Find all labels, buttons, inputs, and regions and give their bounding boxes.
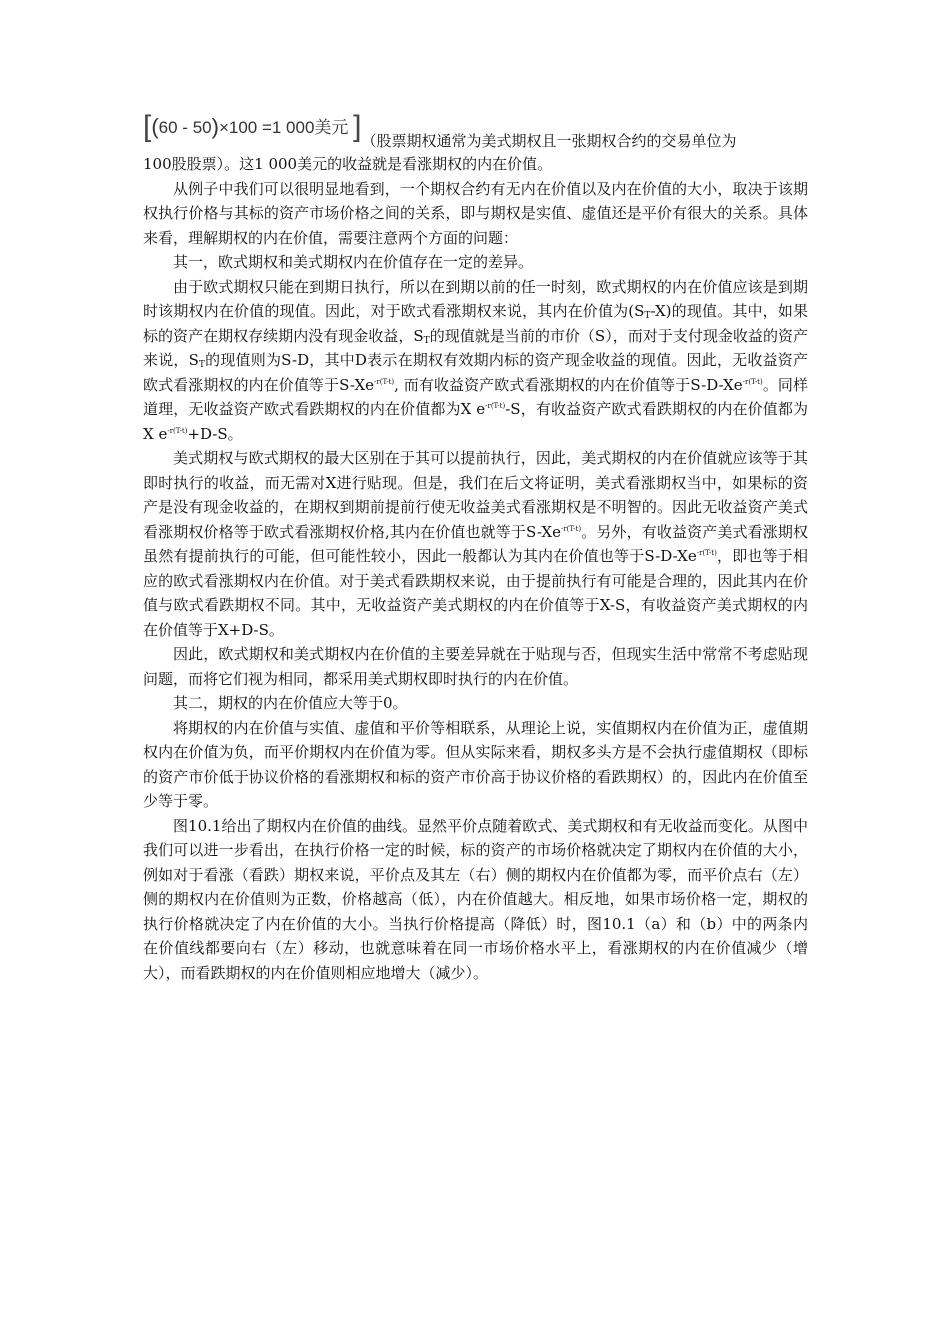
- paragraph-1: 从例子中我们可以很明显地看到，一个期权合约有无内在价值以及内在价值的大小，取决于该期权执行价格与其标的资产市场价格之间的关系，即与期权是实值、虚值还是平价有很大的关系。具体来看，理解期权的内在价值，需要注意两个方面的问题：: [143, 179, 808, 247]
- paragraph-difference-summary: 因此，欧式期权和美式期权内在价值的主要差异就在于贴现与否，但现实生活中常常不考虑贴现问题，而将它们视为相同，都采用美式期权即时执行的内在价值。: [143, 645, 808, 688]
- paragraph-continuation: 100股股票）。这1 000美元的收益就是看涨期权的内在价值。: [143, 155, 553, 173]
- formula-close-bracket: ]: [353, 110, 362, 143]
- formula-tail-text: （股票期权通常为美式期权且一张期权合约的交易单位为: [361, 132, 737, 150]
- formula-expression: 60 - 50: [158, 118, 212, 137]
- paragraph-figure-description: 图10.1给出了期权内在价值的曲线。显然平价点随着欧式、美式期权和有无收益而变化。从图中我们可以进一步看出，在执行价格一定的时候，标的资产的市场价格就决定了期权内在价值的大小，例如对于看涨（看跌）期权来说，平价点及其左（右）侧的期权内在价值都为零，而平价点右（左）侧的期权内在价值则为正数，价格越高（低），内在价值越大。相反地，如果市场价格一定，期权的执行价格就决定了内在价值的大小。当执行价格提高（降低）时，图10.1（a）和（b）中的两条内在价值线都要向右（左）移动，也就意味着在同一市场价格水平上，看涨期权的内在价值减少（增大），而看跌期权的内在价值则相应地增大（减少）。: [143, 816, 808, 982]
- formula-line: [143, 112, 808, 152]
- paragraph-heading-second: 其二，期权的内在价值应大等于0。: [173, 694, 408, 712]
- formula-open-paren: (: [151, 114, 159, 139]
- formula-close-paren: ): [211, 114, 219, 139]
- payoff-formula: [143, 112, 362, 143]
- document-body: [143, 112, 808, 985]
- formula-times: ×100 =1 000美元: [218, 118, 349, 137]
- paragraph-heading-first: 其一，欧式期权和美式期权内在价值存在一定的差异。: [173, 253, 534, 271]
- paragraph-european-options: 由于欧式期权只能在到期日执行，所以在到期以前的任一时刻，欧式期权的内在价值应该是到期时该期权内在价值的现值。因此，对于欧式看涨期权来说，其内在价值为$(S_T-X)$的现值。其中，如果标的资产在期权存续期内没有现金收益，$S_T$的现值就是当前的市价（S），而对于支付现金收益的资产来说，$S_T$的现值则为S-D，其中D表示在期权有效期内标的资产现金收益的现值。因此，无收益资产欧式看涨期权的内在价值等于$S-Xe^{-r(T-t)}$, 而有收益资产欧式看涨期权的内在价值等于$S-D-Xe^{-r(T-t)}$。同样道理，无收益资产欧式看跌期权的内在价值都为X $e^{-r(T-t)}-S$，有收益资产欧式看跌期权的内在价值都为X $e^{-r(T-t)}+D-S$。: [143, 277, 808, 443]
- paragraph-moneyness: 将期权的内在价值与实值、虚值和平价等相联系，从理论上说，实值期权内在价值为正，虚值期权内在价值为负，而平价期权内在价值为零。但从实际来看，期权多头方是不会执行虚值期权（即标的资产市价低于协议价格的看涨期权和标的资产市价高于协议价格的看跌期权）的，因此内在价值至少等于零。: [143, 718, 808, 810]
- formula-open-bracket: [: [143, 110, 152, 143]
- paragraph-american-options: 美式期权与欧式期权的最大区别在于其可以提前执行，因此，美式期权的内在价值就应该等于其即时执行的收益，而无需对X进行贴现。但是，我们在后文将证明，美式看涨期权当中，如果标的资产是没有现金收益的，在期权到期前提前行使无收益美式看涨期权是不明智的。因此无收益资产美式看涨期权价格等于欧式看涨期权价格,其内在价值也就等于$S-Xe^{-r(T-t)}$。另外，有收益资产美式看涨期权虽然有提前执行的可能，但可能性较小，因此一般都认为其内在价值也等于$S-D-Xe^{-r(T-t)}$，即也等于相应的欧式看涨期权内在价值。对于美式看跌期权来说，由于提前执行有可能是合理的，因此其内在价值与欧式看跌期权不同。其中，无收益资产美式期权的内在价值等于X-S，有收益资产美式期权的内在价值等于X+D-S。: [143, 449, 808, 639]
